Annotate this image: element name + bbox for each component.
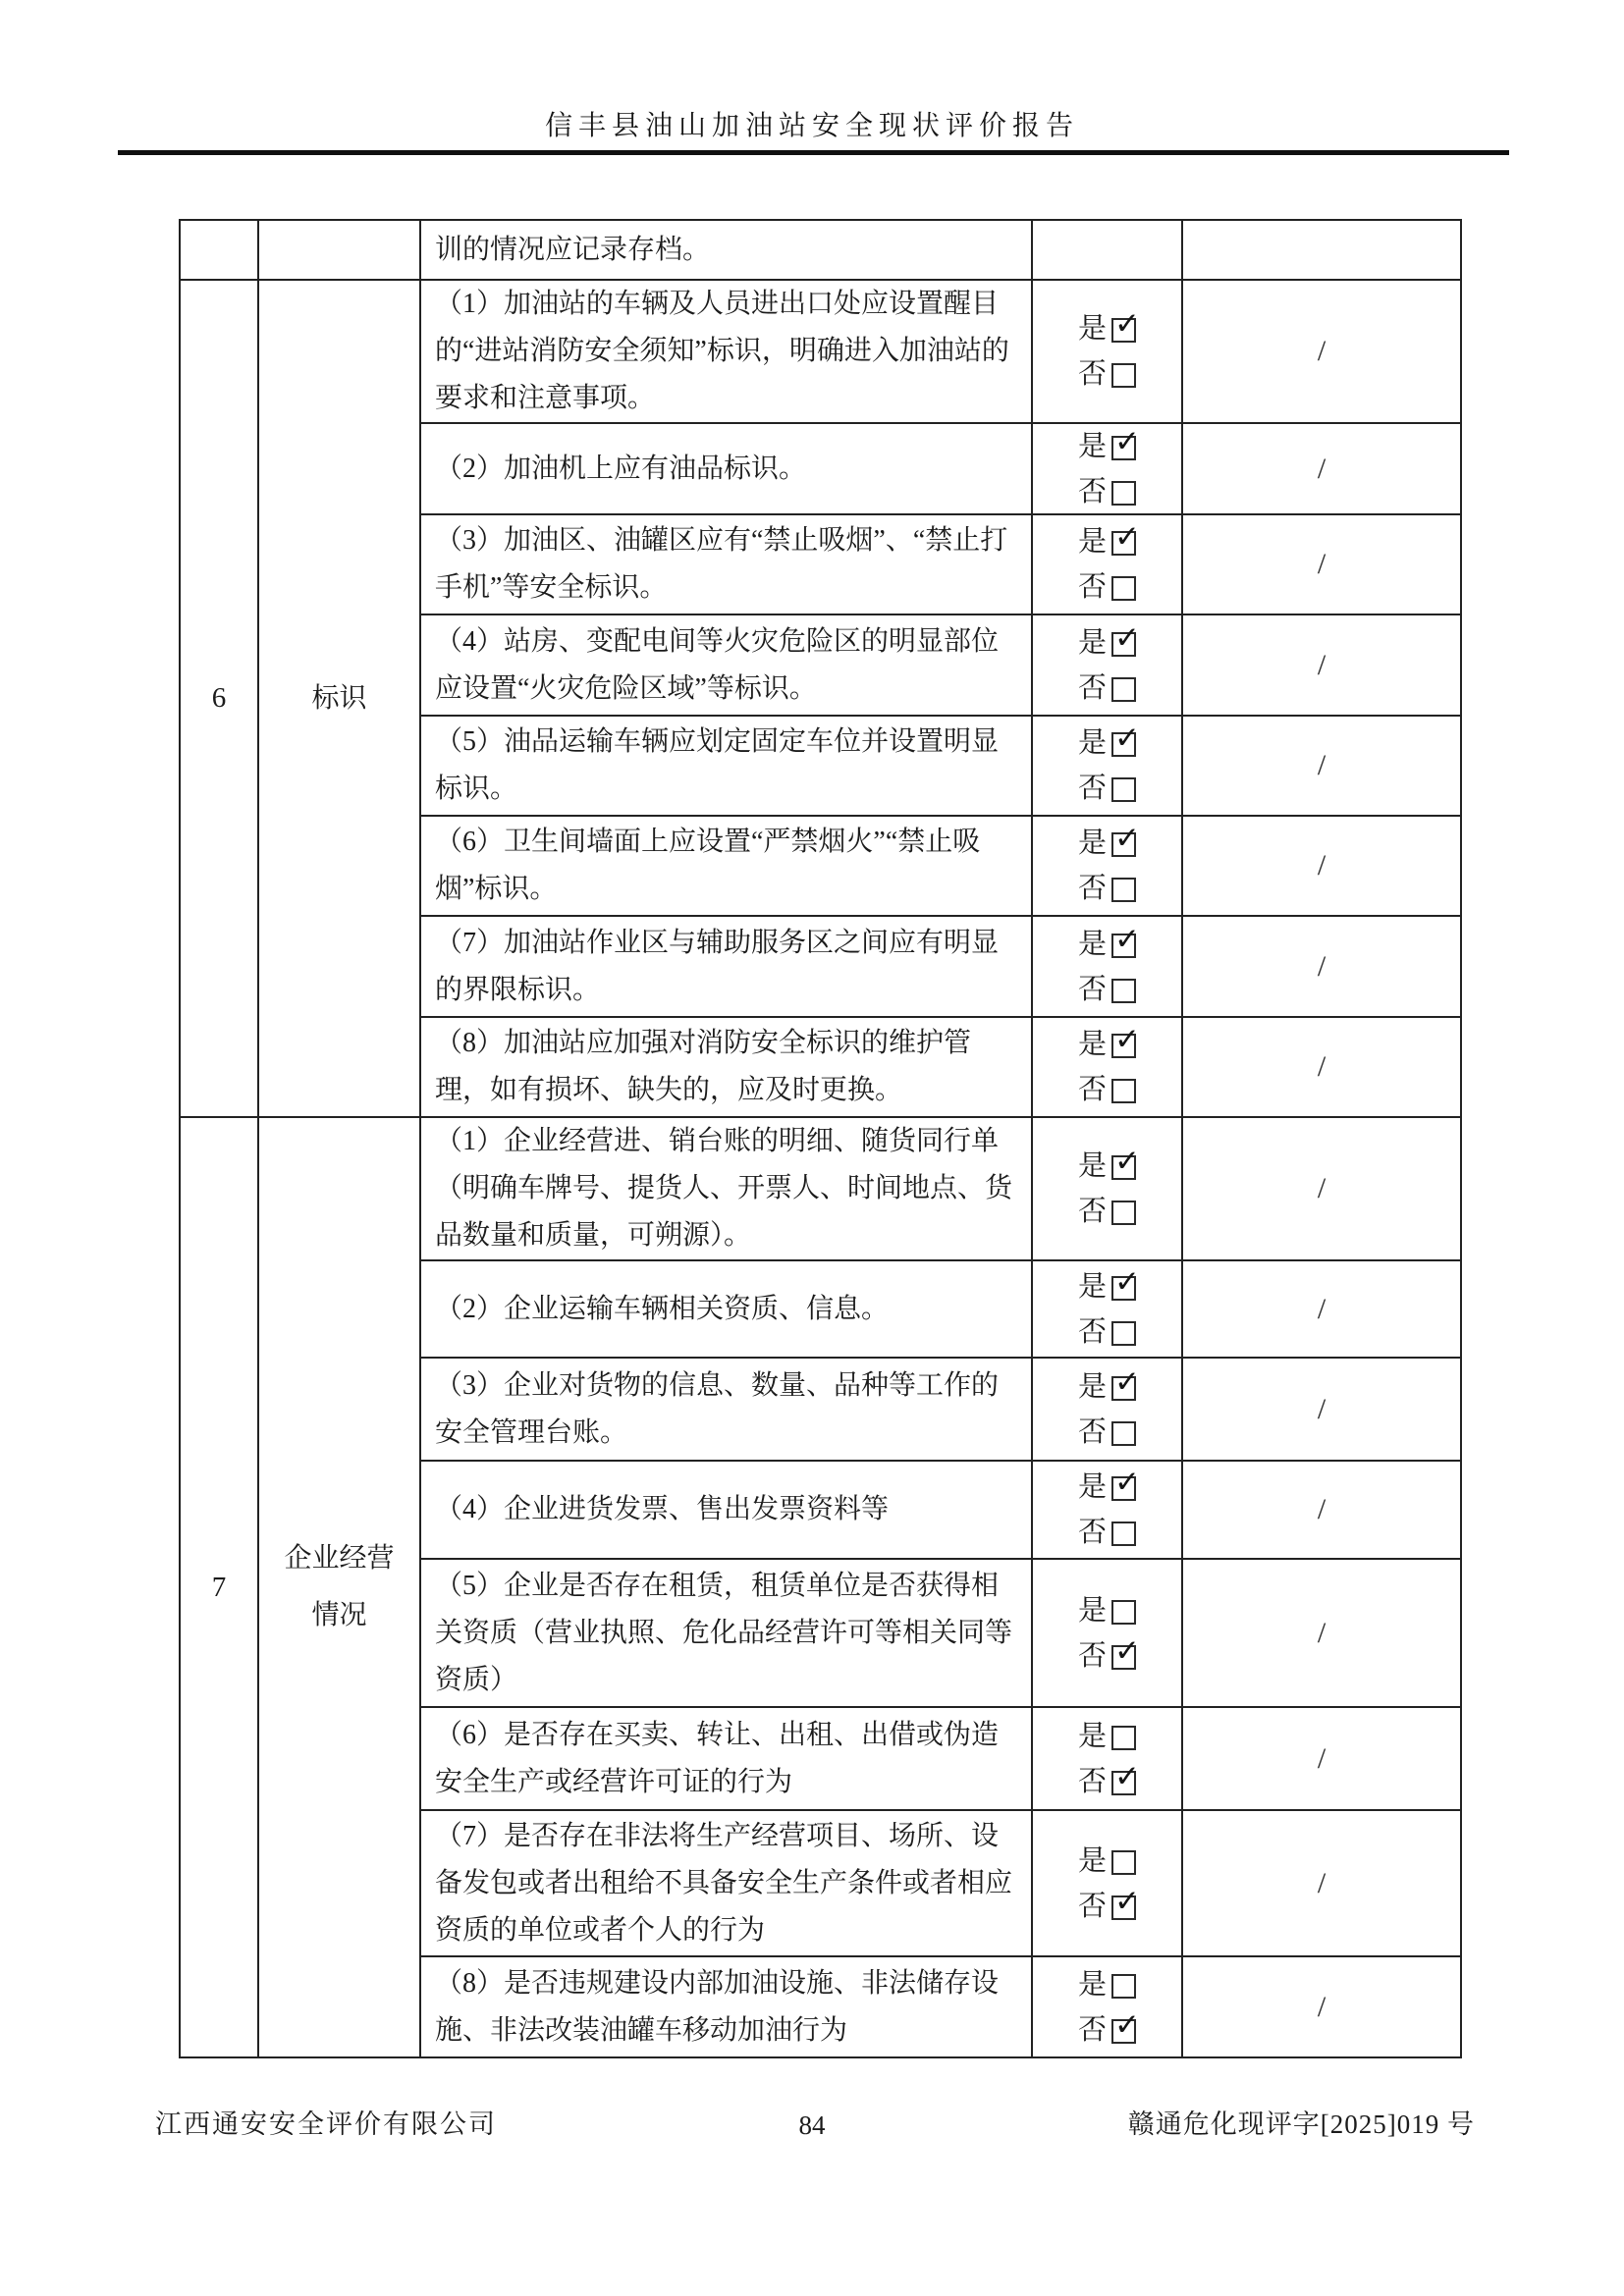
no-label: 否 [1077,1890,1107,1922]
checkbox-group [1034,721,1180,804]
check-mark-icon: ✓ [1114,1022,1140,1057]
no-checkbox-row [1078,1196,1136,1227]
section-number-cell: 7 [180,1117,258,2057]
no-checkbox-row [1078,773,1136,804]
item-text-cell: 训的情况应记录存档。 [420,220,1032,280]
remark-cell: / [1182,1461,1461,1559]
no-label: 否 [1077,1074,1107,1105]
yes-checkbox [1111,1726,1136,1750]
checkbox-group [1034,1144,1180,1227]
item-text-cell: （8）是否违规建设内部加油设施、非法储存设施、非法改装油罐车移动加油行为 [420,1956,1032,2057]
table-row [180,1117,1461,1260]
yes-label: 是 [1077,313,1107,345]
no-label: 否 [1077,973,1107,1005]
yes-checkbox-row [1077,721,1140,759]
compliance-cell [1032,1117,1182,1260]
compliance-cell [1032,1559,1182,1707]
no-checkbox-row [1078,1074,1136,1105]
check-mark-icon: ✓ [1114,2006,1140,2043]
compliance-cell [1032,1810,1182,1956]
compliance-cell [1032,1461,1182,1559]
remark-cell: / [1182,1559,1461,1707]
check-mark-icon: ✓ [1114,519,1140,555]
item-text-cell: （7）是否存在非法将生产经营项目、场所、设备发包或者出租给不具备安全生产条件或者相应资质的单位或者个人的行为 [420,1810,1032,1956]
no-label: 否 [1077,475,1107,507]
remark-cell: / [1182,916,1461,1017]
check-mark-icon: ✓ [1114,306,1140,342]
remark-cell [1182,220,1461,280]
checkbox-group [1034,1721,1180,1797]
checkbox-group [1034,1845,1180,1922]
yes-checkbox [1111,1974,1136,1999]
yes-label: 是 [1077,526,1107,558]
yes-checkbox-row [1077,921,1140,960]
yes-checkbox [1111,306,1140,343]
yes-label: 是 [1077,1968,1107,2001]
yes-label: 是 [1077,1150,1107,1182]
no-checkbox-row [1077,1758,1140,1797]
check-mark-icon: ✓ [1114,1632,1140,1669]
no-checkbox [1111,1758,1140,1795]
category-cell [258,220,420,280]
no-checkbox [1111,979,1136,1003]
check-mark-icon: ✓ [1114,1883,1140,1919]
yes-checkbox [1111,1022,1140,1058]
remark-cell: / [1182,614,1461,716]
remark-cell: / [1182,280,1461,423]
check-mark-icon: ✓ [1114,1263,1140,1300]
remark-cell: / [1182,1707,1461,1810]
compliance-cell [1032,916,1182,1017]
section-category-cell: 标识 [258,280,420,1117]
remark-cell: / [1182,423,1461,514]
table-row-carryover [180,220,1461,280]
yes-checkbox [1111,1263,1140,1301]
no-checkbox-row [1078,974,1136,1005]
table-row [180,280,1461,423]
yes-label: 是 [1077,1471,1107,1503]
no-label: 否 [1077,1517,1107,1548]
no-checkbox-row [1078,1316,1136,1348]
no-checkbox [1111,1321,1136,1346]
no-label: 否 [1077,1415,1107,1448]
checkbox-group [1034,1465,1180,1548]
no-checkbox-row [1078,571,1136,603]
safety-checklist-table [179,219,1462,2058]
yes-checkbox [1111,1363,1140,1401]
yes-checkbox-row [1078,1845,1136,1877]
no-checkbox [1111,677,1136,702]
no-checkbox-row [1078,1517,1136,1548]
checkbox-group [1034,921,1180,1005]
checkbox-group [1034,306,1180,390]
yes-checkbox-row [1077,423,1140,462]
no-checkbox [1111,1201,1136,1225]
item-text-cell: （3）企业对货物的信息、数量、品种等工作的安全管理台账。 [420,1358,1032,1461]
yes-label: 是 [1077,1720,1107,1752]
no-checkbox [1111,2006,1140,2044]
compliance-cell [1032,614,1182,716]
no-checkbox [1111,481,1136,506]
compliance-cell [1032,816,1182,916]
no-checkbox [1111,1079,1136,1103]
check-mark-icon: ✓ [1114,1363,1140,1400]
no-checkbox [1111,576,1136,601]
item-text-cell: （4）站房、变配电间等火灾危险区的明显部位应设置“火灾危险区域”等标识。 [420,614,1032,716]
checkbox-group [1034,1263,1180,1348]
yes-checkbox [1111,423,1140,460]
no-label: 否 [1077,1196,1107,1227]
item-text-cell: （8）加油站应加强对消防安全标识的维护管理，如有损坏、缺失的，应及时更换。 [420,1017,1032,1117]
section-category-cell: 企业经营情况 [258,1117,420,2057]
yes-checkbox-row [1077,1144,1140,1182]
no-checkbox [1111,777,1136,802]
yes-checkbox-row [1077,1465,1140,1503]
item-text-cell: （1）加油站的车辆及人员进出口处应设置醒目的“进站消防安全须知”标识，明确进入加油站的要求和注意事项。 [420,280,1032,423]
yes-label: 是 [1077,1370,1107,1403]
no-checkbox-row [1078,476,1136,507]
yes-checkbox [1111,619,1140,657]
no-checkbox [1111,1522,1136,1546]
yes-checkbox-row [1077,619,1140,659]
remark-cell: / [1182,1358,1461,1461]
no-checkbox-row [1077,1632,1140,1672]
yes-checkbox [1111,921,1140,958]
header-rule [118,150,1509,155]
remark-cell: / [1182,1017,1461,1117]
item-text-cell: （7）加油站作业区与辅助服务区之间应有明显的界限标识。 [420,916,1032,1017]
yes-checkbox [1111,1144,1140,1180]
remark-cell: / [1182,1260,1461,1358]
no-label: 否 [1077,2013,1107,2046]
compliance-cell [1032,280,1182,423]
checkbox-group [1034,821,1180,904]
checklist-table-body [180,220,1461,2057]
footer-page-number: 84 [798,2110,826,2140]
no-label: 否 [1077,773,1107,804]
no-checkbox-row [1078,672,1136,704]
compliance-cell [1032,1358,1182,1461]
check-mark-icon: ✓ [1114,721,1140,756]
compliance-cell [1032,1017,1182,1117]
item-text-cell: （2）企业运输车辆相关资质、信息。 [420,1260,1032,1358]
checkbox-group [1034,1969,1180,2046]
yes-checkbox-row [1077,821,1140,859]
yes-checkbox-row [1078,1595,1136,1627]
item-text-cell: （5）企业是否存在租赁，租赁单位是否获得相关资质（营业执照、危化品经营许可等相关同等资质） [420,1559,1032,1707]
no-label: 否 [1077,358,1107,390]
no-label: 否 [1077,671,1107,704]
no-checkbox [1111,363,1136,388]
no-label: 否 [1077,1765,1107,1797]
item-number-cell [180,220,258,280]
yes-checkbox-row [1077,306,1140,345]
item-text-cell: （3）加油区、油罐区应有“禁止吸烟”、“禁止打手机”等安全标识。 [420,514,1032,614]
item-text-cell: （6）是否存在买卖、转让、出租、出借或伪造安全生产或经营许可证的行为 [420,1707,1032,1810]
compliance-cell [1032,514,1182,614]
yes-label: 是 [1077,430,1107,462]
section-number-cell: 6 [180,280,258,1117]
yes-checkbox-row [1077,1263,1140,1303]
remark-cell: / [1182,1956,1461,2057]
yes-checkbox [1111,1465,1140,1501]
yes-label: 是 [1077,1594,1107,1627]
checkbox-group [1034,619,1180,704]
check-mark-icon: ✓ [1114,1465,1140,1500]
check-mark-icon: ✓ [1114,1758,1140,1794]
remark-cell: / [1182,716,1461,816]
no-label: 否 [1077,1639,1107,1672]
checkbox-group [1034,423,1180,507]
no-checkbox [1111,1883,1140,1920]
check-mark-icon: ✓ [1114,619,1140,656]
yes-checkbox-row [1077,519,1140,558]
remark-cell: / [1182,1117,1461,1260]
checkbox-group [1034,1022,1180,1105]
no-label: 否 [1077,571,1107,603]
compliance-cell [1032,1707,1182,1810]
yes-checkbox-row [1078,1721,1136,1752]
yes-label: 是 [1077,928,1107,960]
compliance-cell [1032,1956,1182,2057]
no-checkbox [1111,1632,1140,1670]
yes-checkbox [1111,721,1140,757]
footer-company: 江西通安安全评价有限公司 [155,2109,497,2139]
checkbox-group [1034,1595,1180,1672]
item-text-cell: （6）卫生间墙面上应设置“严禁烟火”“禁止吸烟”标识。 [420,816,1032,916]
no-checkbox [1111,878,1136,902]
item-text-cell: （1）企业经营进、销台账的明细、随货同行单（明确车牌号、提货人、开票人、时间地点、货品数量和质量，可朔源）。 [420,1117,1032,1260]
no-checkbox-row [1078,873,1136,904]
item-text-cell: （5）油品运输车辆应划定固定车位并设置明显标识。 [420,716,1032,816]
yes-label: 是 [1077,1029,1107,1060]
check-mark-icon: ✓ [1114,1144,1140,1179]
no-checkbox-row [1078,358,1136,390]
yes-label: 是 [1077,1844,1107,1877]
no-checkbox-row [1077,1883,1140,1922]
no-checkbox-row [1077,2006,1140,2046]
yes-checkbox-row [1077,1022,1140,1060]
checkbox-group [1034,1363,1180,1448]
footer-doc-number: 赣通危化现评字[2025]019 号 [1127,2109,1475,2139]
compliance-cell [1032,716,1182,816]
yes-label: 是 [1077,626,1107,659]
check-mark-icon: ✓ [1114,921,1140,957]
check-mark-icon: ✓ [1114,821,1140,856]
yes-checkbox [1111,1850,1136,1875]
no-checkbox-row [1078,1416,1136,1448]
no-checkbox [1111,1421,1136,1446]
compliance-cell [1032,1260,1182,1358]
remark-cell: / [1182,514,1461,614]
remark-cell: / [1182,1810,1461,1956]
yes-checkbox-row [1078,1969,1136,2001]
page-title: 信丰县油山加油站安全现状评价报告 [544,111,1079,141]
no-label: 否 [1077,873,1107,904]
no-label: 否 [1077,1315,1107,1348]
yes-label: 是 [1077,727,1107,759]
item-text-cell: （2）加油机上应有油品标识。 [420,423,1032,514]
yes-checkbox [1111,1600,1136,1625]
compliance-cell [1032,220,1182,280]
yes-checkbox-row [1077,1363,1140,1403]
yes-label: 是 [1077,828,1107,859]
checkbox-group [1034,519,1180,603]
remark-cell: / [1182,816,1461,916]
check-mark-icon: ✓ [1114,423,1140,459]
yes-checkbox [1111,519,1140,556]
yes-label: 是 [1077,1270,1107,1303]
compliance-cell [1032,423,1182,514]
item-text-cell: （4）企业进货发票、售出发票资料等 [420,1461,1032,1559]
yes-checkbox [1111,821,1140,857]
